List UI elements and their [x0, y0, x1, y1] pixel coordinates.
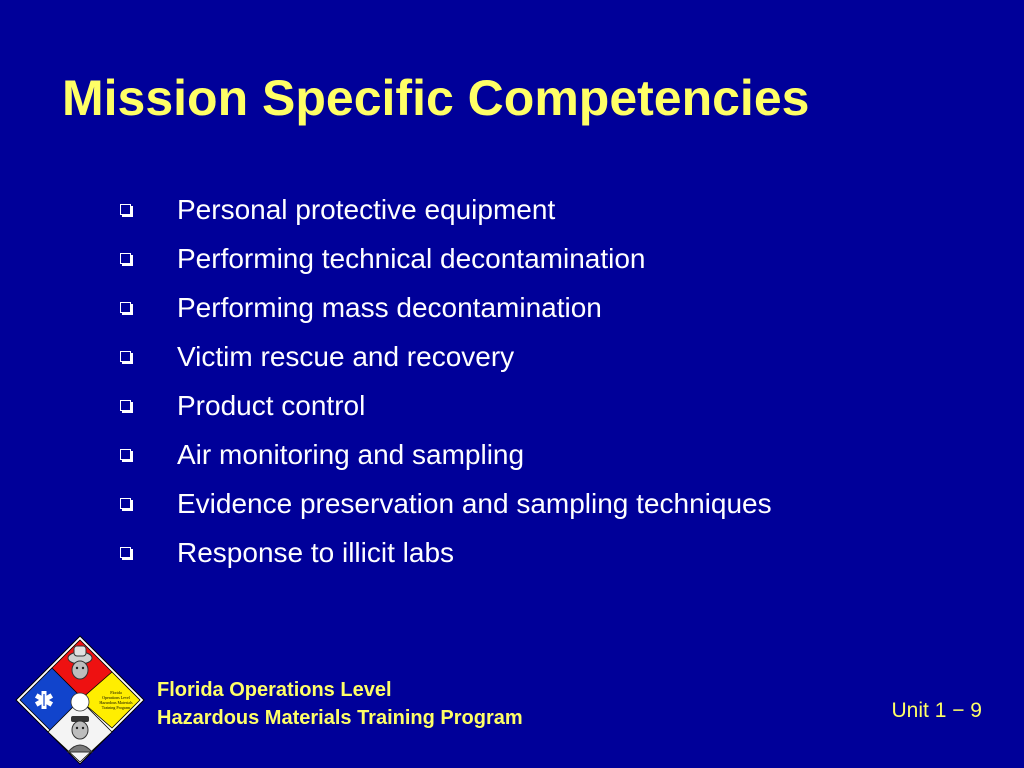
bullet-text: Performing mass decontamination — [177, 292, 602, 323]
bullet-text: Response to illicit labs — [177, 537, 455, 568]
square-bullet-icon — [120, 449, 131, 460]
bullet-text: Performing technical decontamination — [177, 243, 646, 274]
bullet-text: Product control — [177, 390, 366, 421]
square-bullet-icon — [120, 204, 131, 215]
svg-text:Hazardous Materials: Hazardous Materials — [99, 700, 133, 705]
square-bullet-icon — [120, 498, 131, 509]
program-line-2: Hazardous Materials Training Program — [157, 707, 523, 729]
square-bullet-icon — [120, 253, 131, 264]
square-bullet-icon — [120, 351, 131, 362]
program-name — [157, 676, 523, 732]
seal-icon — [71, 693, 89, 711]
slide-title: Mission Specific Competencies — [62, 70, 810, 126]
square-bullet-icon — [120, 400, 131, 411]
square-bullet-icon — [120, 302, 131, 313]
slide-number: Unit 1 − 9 — [891, 699, 982, 722]
bullet-text: Victim rescue and recovery — [177, 341, 515, 372]
svg-text:Training Program: Training Program — [101, 705, 131, 710]
program-line-1: Florida Operations Level — [157, 679, 392, 701]
bullet-text: Personal protective equipment — [177, 194, 556, 225]
svg-text:Florida: Florida — [110, 690, 122, 695]
bullet-text: Evidence preservation and sampling techniques — [177, 488, 772, 519]
bullet-text: Air monitoring and sampling — [177, 439, 525, 470]
svg-text:Operations Level: Operations Level — [102, 695, 130, 700]
hazmat-diamond-logo — [14, 634, 146, 766]
square-bullet-icon — [120, 547, 131, 558]
